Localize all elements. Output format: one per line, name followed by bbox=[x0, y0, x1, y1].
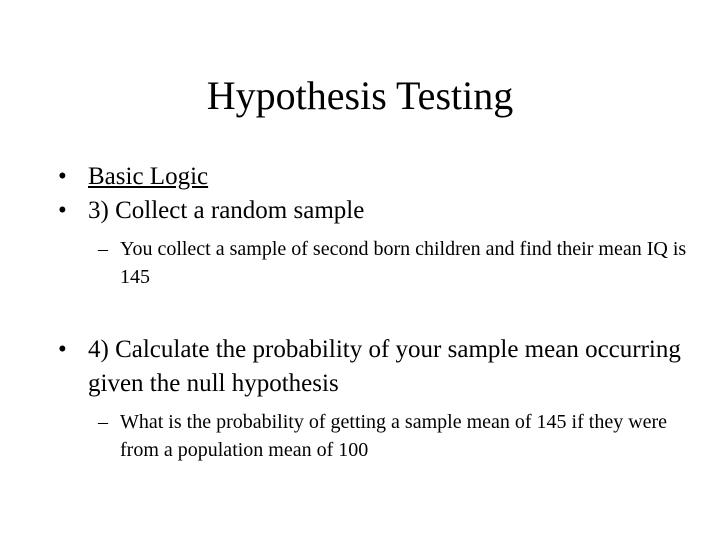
slide-title: Hypothesis Testing bbox=[206, 73, 514, 118]
subbullet-text: You collect a sample of second born children and find their mean IQ is 145 bbox=[120, 238, 687, 288]
subbullet-marker: – bbox=[98, 411, 108, 433]
slide-body bbox=[58, 160, 698, 464]
bullet-marker: • bbox=[58, 163, 67, 190]
bullet-text: 3) Collect a random sample bbox=[88, 197, 365, 224]
spacer bbox=[58, 291, 698, 333]
bullet-collect-sample bbox=[58, 194, 698, 228]
bullet-basic-logic bbox=[58, 160, 698, 194]
subbullet-sample-description bbox=[58, 235, 698, 291]
bullet-marker: • bbox=[58, 197, 67, 224]
bullet-text: Basic Logic bbox=[88, 163, 209, 190]
bullet-marker: • bbox=[58, 336, 67, 363]
subbullet-text: What is the probability of getting a sample mean of 145 if they were from a population mean of 100 bbox=[120, 411, 668, 461]
subbullet-probability-question bbox=[58, 408, 698, 464]
subbullet-marker: – bbox=[98, 238, 108, 260]
bullet-text: 4) Calculate the probability of your sample mean occurring given the null hypothesis bbox=[88, 336, 681, 397]
bullet-calculate-probability bbox=[58, 333, 698, 401]
